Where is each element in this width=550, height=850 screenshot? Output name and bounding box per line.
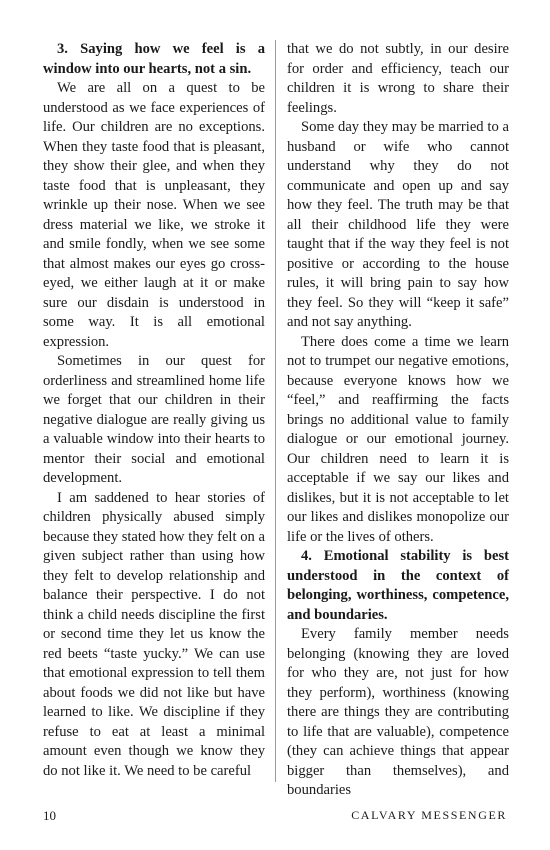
running-footer-title: CALVARY MESSENGER [351, 808, 507, 822]
right-column [287, 40, 509, 801]
continued-paragraph: that we do not subtly, in our desire for order and efficiency, teach our children it is wrong to share their feelings. [287, 41, 509, 116]
page-number: 10 [43, 808, 56, 823]
body-paragraph: Some day they may be married to a husband or wife who cannot understand why they do not communicate and open up and say how they feel. The truth may be that all their childhood life they were taught that if the way they feel is not positive or according to the house rules, it will bring pain to say how they feel. So they will “keep it safe” and not say anything. [287, 119, 509, 330]
column-divider [275, 40, 276, 782]
body-paragraph: Every family member needs belonging (knowing they are loved for who they are, not just for how they perform), worthiness (knowing there are things they are contributing to life that are valuable), competence (they can achieve things that appear bigger than themselves), and boundaries [287, 626, 509, 798]
body-paragraph: There does come a time we learn not to trumpet our negative emotions, because everyone knows how we “feel,” and reaffirming the facts brings no additional value to family dialogue or our emotional journey. Our children need to learn it is acceptable if we say our likes and dislikes, but it is not acceptable to let our likes and dislikes monopolize our life or the lives of others. [287, 333, 509, 545]
left-column [43, 40, 265, 781]
body-paragraph: I am saddened to hear stories of children physically abused simply because they stated how they felt on a given subject rather than using how they felt to develop relationship and balance their perspective. I do not think a child needs discipline the first or second time they let us know the red beets “taste yucky.” We can use that emotional expression to tell them about foods we did not like but have learned to like. We discipline if they refuse to eat at least a minimal amount even though we know they do not like it. We need to be careful [43, 489, 265, 779]
section-heading-4: 4. Emotional stability is best understood in the context of belonging, worthiness, competence, and boundaries. [287, 548, 509, 623]
body-paragraph: Sometimes in our quest for orderliness and streamlined home life we forget that our children in their negative dialogue are really giving us a valuable window into their hearts to mentor their social and emotional development. [43, 353, 265, 486]
section-heading-3: 3. Saying how we feel is a window into our hearts, not a sin. [43, 41, 265, 77]
body-paragraph: We are all on a quest to be understood as we face experiences of life. Our children are no exceptions. When they taste food that is pleasant, they show their glee, and when they taste food that is unpleasant, they wrinkle up their nose. When we see dress material we like, we stroke it and smile fondly, when we see some that almost makes our eyes go cross-eyed, we either laugh at it or make sure our disdain is understood in some way. It is all emotional expression. [43, 80, 265, 350]
